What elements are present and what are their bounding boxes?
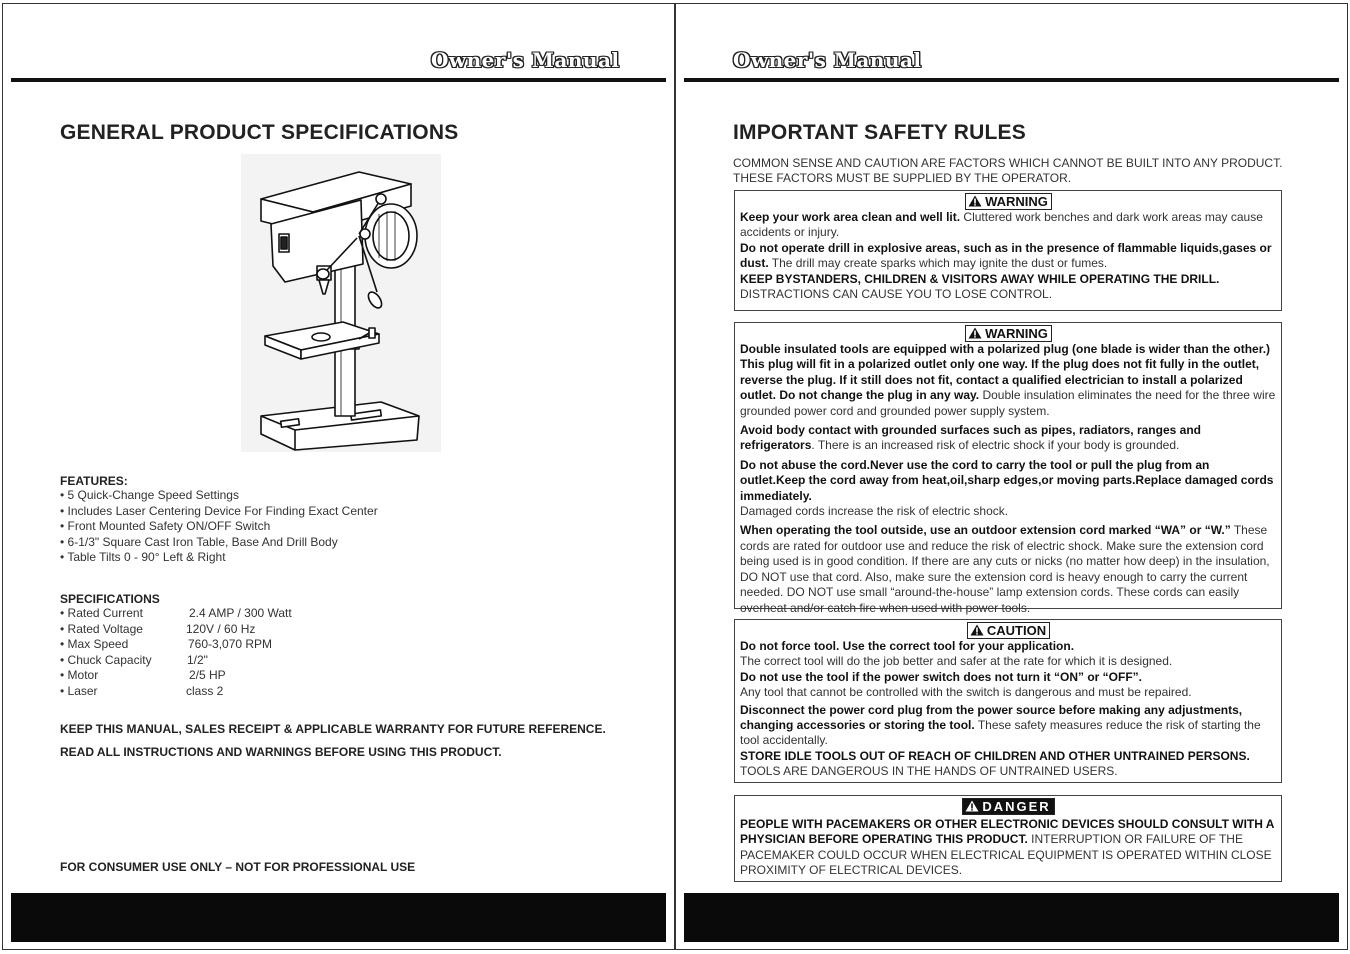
safety-text: TOOLS ARE DANGEROUS IN THE HANDS OF UNTRAINED USERS. [740,764,1118,779]
badge-label: WARNING [985,326,1048,341]
read-instructions-note: READ ALL INSTRUCTIONS AND WARNINGS BEFORE USING THIS PRODUCT. [60,745,502,759]
safety-bold: STORE IDLE TOOLS OUT OF REACH OF CHILDREN AND OTHER UNTRAINED PERSONS. [740,748,1250,763]
danger-badge [962,798,1054,815]
safety-text: Cluttered work benches and dark work areas may cause accidents or injury. [740,210,1263,240]
specifications-section [60,592,292,700]
spec-value: 120V / 60 Hz [186,621,256,636]
features-title: FEATURES: [60,474,128,488]
safety-text: DISTRACTIONS CAN CAUSE YOU TO LOSE CONTROL. [740,287,1053,302]
keep-manual-note: KEEP THIS MANUAL, SALES RECEIPT & APPLICABLE WARRANTY FOR FUTURE REFERENCE. [60,722,606,736]
safety-paragraph [740,458,1277,520]
badge-label: CAUTION [986,623,1047,638]
spec-label: • Max Speed [60,637,129,652]
warning-triangle-icon [965,800,979,812]
list-item: • Table Tilts 0 - 90° Left & Right [60,550,226,565]
caution-box [734,619,1282,783]
safety-paragraph [740,423,1277,454]
list-item: • Includes Laser Centering Device For Finding Exact Center [60,503,378,518]
warning-badge [965,193,1052,210]
safety-paragraph [740,241,1277,272]
safety-text: These safety measures reduce the risk of starting the tool accidentally. [740,718,1261,748]
header-rule [684,78,1339,82]
specs-table [60,606,292,700]
consumer-use-note: FOR CONSUMER USE ONLY – NOT FOR PROFESSIONAL USE [60,860,416,874]
safety-paragraph [740,210,1277,241]
drill-press-illustration [241,154,441,452]
warning-triangle-icon [968,195,982,207]
safety-paragraph [740,817,1277,879]
footer-bar [11,893,666,942]
spec-value: 2.4 AMP / 300 Watt [189,606,292,620]
safety-bold: KEEP BYSTANDERS, CHILDREN & VISITORS AWAY WHILE OPERATING THE DRILL. [740,271,1220,286]
spec-value: 1/2" [187,652,208,667]
spec-row [60,684,292,700]
safety-bold: When operating the tool outside, use an outdoor extension cord marked “WA” or “W.” [740,523,1231,538]
safety-bold: Do not use the tool if the power switch does not turn it “ON” or “OFF”. [740,669,1142,684]
safety-paragraph [740,703,1277,749]
spec-label: • Laser [60,683,98,698]
spec-row [60,622,292,638]
header-title: Owner's Manual [733,48,922,72]
warning-triangle-icon [968,327,982,339]
spec-label: • Rated Current [60,606,143,620]
safety-text: Double insulation eliminates the need for the three wire grounded power cord and grounded power supply system. [740,388,1276,418]
safety-text: The correct tool will do the job better and safer at the rate for which it is designed. [740,654,1173,669]
caution-badge [967,622,1050,639]
danger-box [734,795,1282,882]
safety-text: The drill may create sparks which may ignite the dust or fumes. [768,256,1108,271]
safety-bold: Do not operate drill in explosive areas, such as in the presence of flammable liquids,gases or dust. [740,240,1272,271]
specs-title: SPECIFICATIONS [60,592,160,606]
warning-badge [965,325,1052,342]
spec-row [60,668,292,684]
badge-label: DANGER [982,799,1051,814]
header-title: Owner's Manual [431,48,620,72]
spec-row [60,606,292,622]
safety-text: Damaged cords increase the risk of electric shock. [740,504,1009,519]
safety-text: These cords are rated for outdoor use and reduce the risk of electric shock. Make sure the extension cord being used is in good condition. If there are any cuts or nicks (no matter how deep) in the insulation, DO NOT use that cord. Also, make sure the extension cord is heavy enough to carry the current needed. DO NOT use small “around-the-house” lamp extension cords. These cords can easily overheat and/or catch fire when used with power tools. [740,523,1270,615]
intro-text [733,156,1282,186]
spec-value: class 2 [186,683,224,698]
safety-paragraph [740,749,1277,780]
intro-line: THESE FACTORS MUST BE SUPPLIED BY THE OPERATOR. [733,171,1072,185]
spec-row [60,653,292,669]
safety-paragraph [740,670,1277,701]
safety-bold: Do not force tool. Use the correct tool for your application. [740,639,1075,653]
safety-bold: Disconnect the power cord plug from the power source before making any adjustments, changing accessories or storing the tool. [740,702,1243,733]
warning-triangle-icon [970,624,984,636]
spec-label: • Chuck Capacity [60,652,152,667]
safety-paragraph [740,523,1277,615]
list-item: • 5 Quick-Change Speed Settings [60,488,239,502]
safety-text: Any tool that cannot be controlled with the switch is dangerous and must be repaired. [740,685,1192,700]
safety-bold: Do not abuse the cord.Never use the cord to carry the tool or pull the plug from an outlet.Keep the cord away from heat,oil,sharp edges,or moving parts.Replace damaged cords immediately. [740,457,1274,503]
safety-paragraph [740,342,1277,419]
spec-label: • Motor [60,668,99,683]
features-section [60,474,378,566]
features-list [60,488,378,566]
right-page [675,3,1348,950]
safety-bold: Keep your work area clean and well lit. [740,210,961,224]
intro-line: COMMON SENSE AND CAUTION ARE FACTORS WHICH CANNOT BE BUILT INTO ANY PRODUCT. [733,156,1283,170]
page-heading: IMPORTANT SAFETY RULES [733,121,1026,144]
header-rule [11,78,666,82]
spec-value: 2/5 HP [189,668,226,683]
page-heading: GENERAL PRODUCT SPECIFICATIONS [60,121,459,144]
safety-bold: PEOPLE WITH PACEMAKERS OR OTHER ELECTRONIC DEVICES SHOULD CONSULT WITH A PHYSICIAN BEFORE OPERATING THIS PRODUCT. [740,817,1275,847]
safety-bold: Avoid body contact with grounded surfaces such as pipes, radiators, ranges and refrigerators [740,423,1201,453]
safety-bold: Double insulated tools are equipped with a polarized plug (one blade is wider than the other.) This plug will fit in a polarized outlet only one way. If the plug does not fit fully in the outlet, reverse the plug. If it still does not fit, contact a qualified electrician to install a polarized outlet. Do not change the plug in any way. [740,342,1271,403]
spec-label: • Rated Voltage [60,621,143,636]
list-item: • Front Mounted Safety ON/OFF Switch [60,519,271,534]
safety-text: . There is an increased risk of electric shock if your body is grounded. [811,438,1180,453]
footer-bar [684,893,1339,942]
left-page [2,3,675,950]
safety-text: INTERRUPTION OR FAILURE OF THE PACEMAKER COULD OCCUR WHEN ELECTRICAL EQUIPMENT IS OPERATED WITHIN CLOSE PROXIMITY OF ELECTRICAL DEVICES. [740,832,1272,878]
spec-value: 760-3,070 RPM [188,637,273,652]
safety-paragraph [740,272,1277,303]
warning-box-1 [734,190,1282,311]
list-item: • 6-1/3" Square Cast Iron Table, Base And Drill Body [60,534,338,549]
safety-paragraph [740,639,1277,670]
warning-box-2 [734,322,1282,615]
badge-label: WARNING [985,194,1048,209]
spec-row [60,637,292,653]
